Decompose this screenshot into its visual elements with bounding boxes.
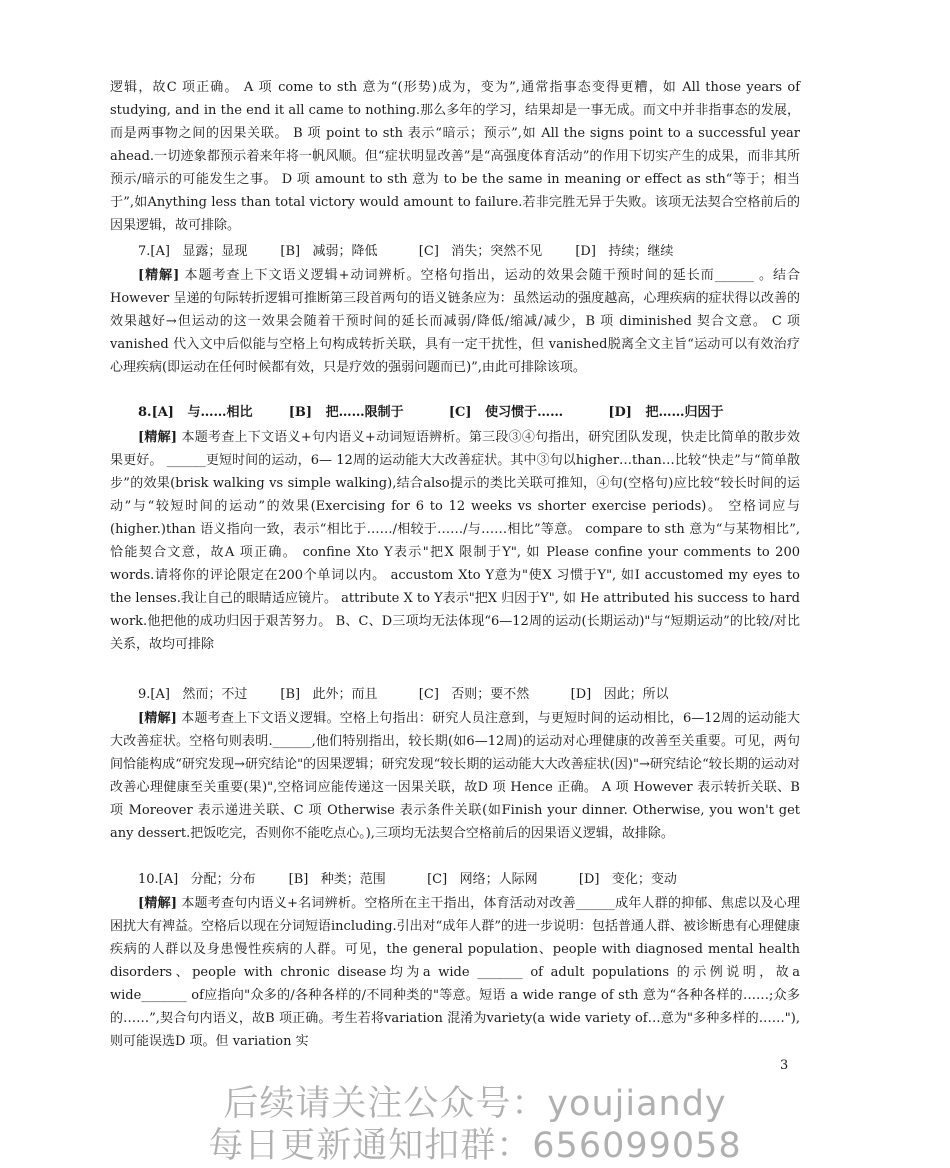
q10-explanation-text: 本题考查句内语义+名词辨析。空格所在主干指出，体育活动对改善______成年人群的抑郁、焦虑以及心理困扰大有裨益。空格后以现在分词短语including.引出对“成年人群”的进一步说明：包括普通人群、被诊断患有心理健康疾病的人群以及身患慢性疾病的人群。可见，the general population、people with diagnosed mental health disorders、people with chronic disease均为a wide _______ of adult populations 的示例说明，故a wide_______ of应指向"众多的/各种各样的/不同种类的"等意。短语 a wide range of sth 意为“各种各样的……;众多的……”,契合句内语义，故B 项正确。考生若将variation 混淆为variety(a wide variety of…意为"多种多样的……"),则可能误选D 项。但 variation 实 — [110, 896, 800, 1049]
q8-options: 8.[A] 与……相比 [B] 把……限制于 [C] 使习惯于…… [D] 把……归因于 — [138, 405, 724, 420]
paragraph-q6-continuation: 逻辑，故C 项正确。 A 项 come to sth 意为“(形势)成为，变为”,通常指事态变得更糟，如 All those years of studying, and in the end it all came to nothing.那么多年的学习，结果却是一事无成。而文中并非指事态的发展，而是两事物之间的因果关联。 B 项 point to sth 表示“暗示；预示”,如 All the signs point to a successful year ahead.一切迹象都预示着来年将一帆风顺。但“症状明显改善”是“高强度体育活动”的作用下切实产生的成果，而非其所预示/暗示的可能发生之事。 D 项 amount to sth 意为 to be the same in meaning or effect as sth“等于；相当于”,如Anything less than total victory would amount to failure.若非完胜无异于失败。该项无法契合空格前后的因果逻辑，故可排除。 — [110, 80, 800, 233]
q9-explanation — [110, 707, 800, 845]
q7-explanation-text: 本题考查上下文语义逻辑+动词辨析。空格句指出，运动的效果会随干预时间的延长而______ 。结合However 呈递的句际转折逻辑可推断第三段首两句的语义链条应为：虽然运动的强度越高，心理疾病的症状得以改善的效果越好→但运动的这一效果会随着干预时间的延长而减弱/降低/缩减/减少，B 项 diminished 契合文意。 C 项 vanished 代入文中后似能与空格上句构成转折关联，具有一定干扰性，但 vanished脱离全文主旨“运动可以有效治疗心理疾病(即运动在任何时候都有效，只是疗效的强弱问题而已)”,由此可排除该项。 — [110, 268, 800, 375]
q8-explanation-text: 本题考查上下文语义+句内语义+动词短语辨析。第三段③④句指出，研究团队发现，快走比简单的散步效果更好。 ______更短时间的运动，6— 12周的运动能大大改善症状。其中③句以higher…than…比较“快走”与“简单散步”的效果(brisk walking vs simple walking),结合also提示的类比关联可推知，④句(空格句)应比较“较长时间的运动”与“较短时间的运动”的效果(Exercising for 6 to 12 weeks vs shorter exercise periods)。 空格词应与(higher.)than 语义指向一致，表示“相比于……/相较于……/与……相比”等意。 compare to sth 意为“与某物相比”,恰能契合文意，故A 项正确。 confine Xto Y表示"把X 限制于Y", 如 Please confine your comments to 200 words.请将你的评论限定在200个单词以内。 accustom Xto Y意为"使X 习惯于Y", 如I accustomed my eyes to the lenses.我让自己的眼睛适应镜片。 attribute X to Y表示"把X 归因于Y", 如 He attributed his success to hard work.他把他的成功归因于艰苦努力。 B、C、D三项均无法体现“6—12周的运动(长期运动)"与“短期运动”的比较/对比关系，故均可排除 — [110, 430, 800, 652]
watermark-line-1: 后续请关注公众号：youjiandy — [223, 1084, 727, 1124]
q9-options: 9.[A] 然而；不过 [B] 此外；而且 [C] 否则；要不然 [D] 因此；所以 — [138, 687, 669, 702]
q7-label: [精解] — [138, 268, 180, 283]
q9-explanation-text: 本题考查上下文语义逻辑。空格上句指出：研究人员注意到，与更短时间的运动相比，6—12周的运动能大大改善症状。空格句则表明.______,他们特别指出，较长期(如6—12周)的运动对心理健康的改善至关重要。可见，两句间恰能构成“研究发现→研究结论"的因果逻辑；研究发现“较长期的运动能大大改善症状(因)"→研究结论“较长期的运动对改善心理健康至关重要(果)",空格词应能传递这一因果关联，故D 项 Hence 正确。 A 项 However 表示转折关联、B 项 Moreover 表示递进关联、C 项 Otherwise 表示条件关联(如Finish your dinner. Otherwise, you won't get any dessert.把饭吃完，否则你不能吃点心。),三项均无法契合空格前后的因果语义逻辑，故排除。 — [110, 711, 800, 841]
page-number: 3 — [780, 1058, 789, 1073]
q9-label: [精解] — [138, 711, 177, 726]
q7-options: 7.[A] 显露；显现 [B] 减弱；降低 [C] 消失；突然不见 [D] 持续；继续 — [138, 244, 674, 259]
q7-explanation — [110, 264, 800, 379]
q10-explanation — [110, 892, 800, 1053]
watermark-line-2: 每日更新通知扣群：656099058 — [208, 1126, 742, 1166]
q10-options: 10.[A] 分配；分布 [B] 种类；范围 [C] 网络；人际网 [D] 变化；变动 — [138, 872, 677, 887]
q8-explanation — [110, 426, 800, 656]
q8-label: [精解] — [138, 430, 178, 445]
q10-label: [精解] — [138, 896, 177, 911]
